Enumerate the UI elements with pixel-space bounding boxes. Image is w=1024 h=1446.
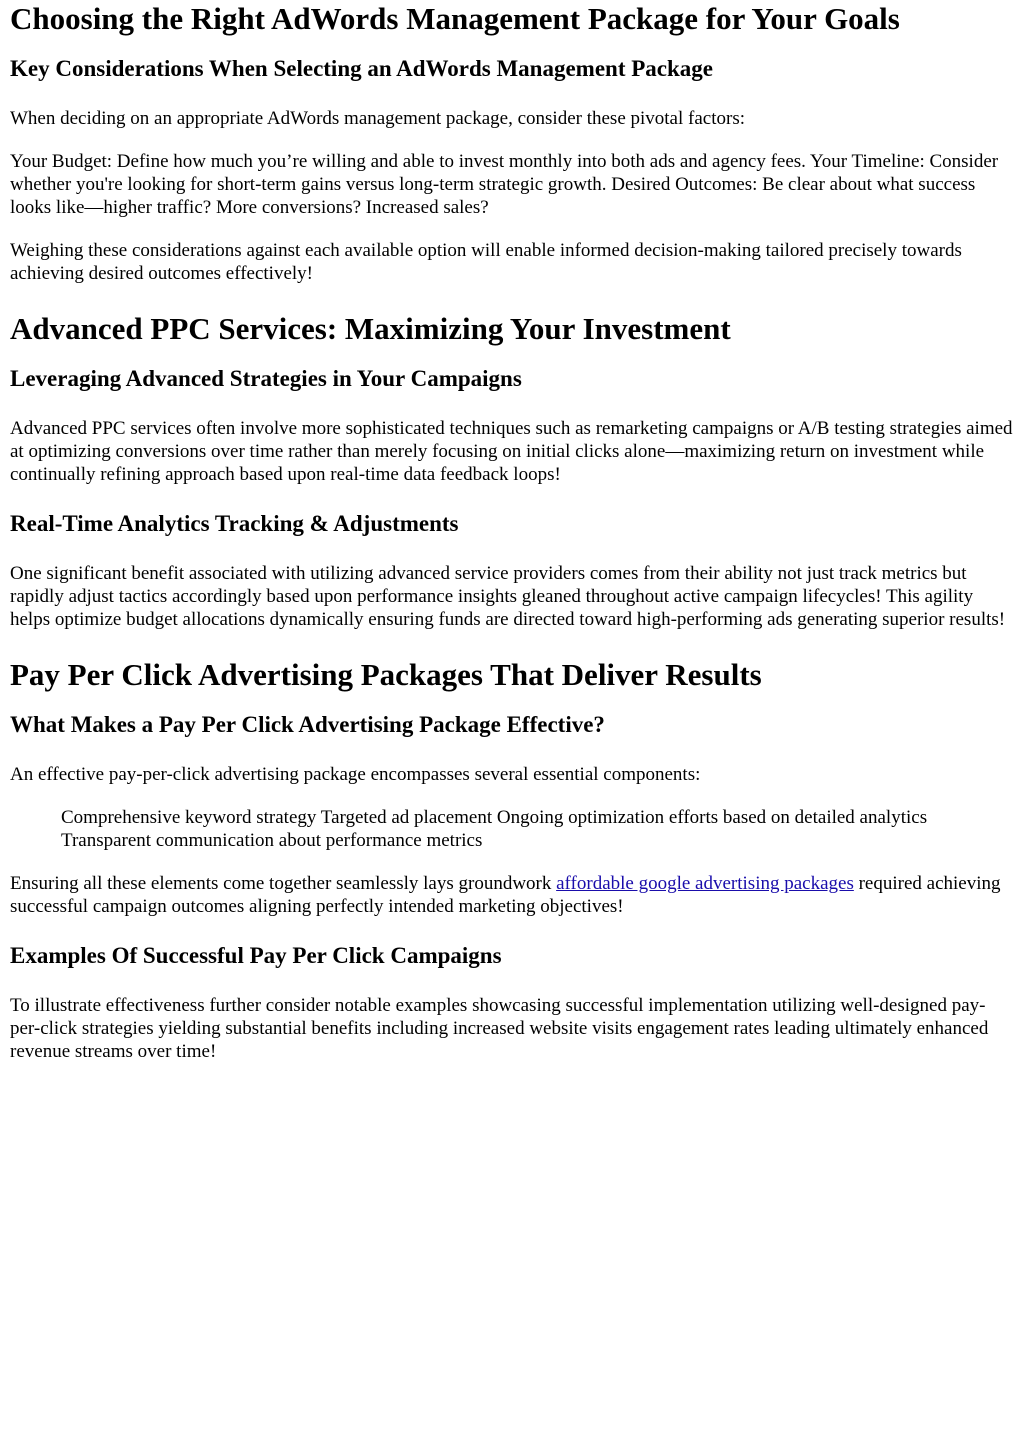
paragraph-weighing-considerations: Weighing these considerations against each available option will enable informed decision-making tailored precisely towards achieving desired outcomes effectively! — [10, 240, 962, 284]
paragraph-intro-factors: When deciding on an appropriate AdWords management package, consider these pivotal factors: — [10, 108, 745, 129]
paragraph-with-link — [10, 872, 1014, 918]
paragraph-budget-timeline-outcomes: Your Budget: Define how much you’re willing and able to invest monthly into both ads and agency fees. Your Timeline: Consider whether you're looking for short-term gains versus long-term strategic growth. Desired Outcomes: Be clear about what success looks like—higher traffic? More conversions? Increased sales? — [10, 151, 999, 218]
subheading-advanced-strategies: Leveraging Advanced Strategies in Your Campaigns — [10, 366, 522, 391]
subheading-real-time-analytics: Real-Time Analytics Tracking & Adjustments — [10, 511, 459, 536]
link-paragraph-before: Ensuring all these elements come together seamlessly lays groundwork — [10, 873, 557, 894]
affordable-packages-link[interactable]: affordable google advertising packages — [556, 873, 854, 894]
section-heading-choosing-package: Choosing the Right AdWords Management Package for Your Goals — [10, 1, 900, 36]
section-heading-advanced-ppc: Advanced PPC Services: Maximizing Your Investment — [10, 311, 731, 346]
link-paragraph-after: required achieving successful campaign outcomes aligning perfectly intended marketing objectives! — [10, 873, 1001, 917]
subheading-effective-package: What Makes a Pay Per Click Advertising Package Effective? — [10, 712, 605, 737]
paragraph-advanced-ppc-services: Advanced PPC services often involve more sophisticated techniques such as remarketing campaigns or A/B testing strategies aimed at optimizing conversions over time rather than merely focusing on initial clicks alone—maximizing return on investment while continually refining approach based upon real-time data feedback loops! — [10, 418, 1013, 485]
subheading-key-considerations: Key Considerations When Selecting an AdWords Management Package — [10, 56, 714, 81]
paragraph-real-time-benefit: One significant benefit associated with utilizing advanced service providers comes from their ability not just track metrics but rapidly adjust tactics accordingly based upon performance insights gleaned throughout active campaign lifecycles! This agility helps optimize budget allocations dynamically ensuring funds are directed toward high-performing ads generating superior results! — [10, 563, 1006, 630]
paragraph-examples: To illustrate effectiveness further consider notable examples showcasing successful implementation utilizing well-designed pay-per-click strategies yielding substantial benefits including increased website visits engagement rates leading ultimately enhanced revenue streams over time! — [10, 995, 989, 1062]
subheading-successful-examples: Examples Of Successful Pay Per Click Campaigns — [10, 943, 502, 968]
section-heading-ppc-packages: Pay Per Click Advertising Packages That Deliver Results — [10, 657, 762, 692]
components-blockquote: Comprehensive keyword strategy Targeted ad placement Ongoing optimization efforts based on detailed analytics Transparent communication about performance metrics — [61, 807, 928, 851]
paragraph-essential-components: An effective pay-per-click advertising package encompasses several essential components: — [10, 764, 701, 785]
